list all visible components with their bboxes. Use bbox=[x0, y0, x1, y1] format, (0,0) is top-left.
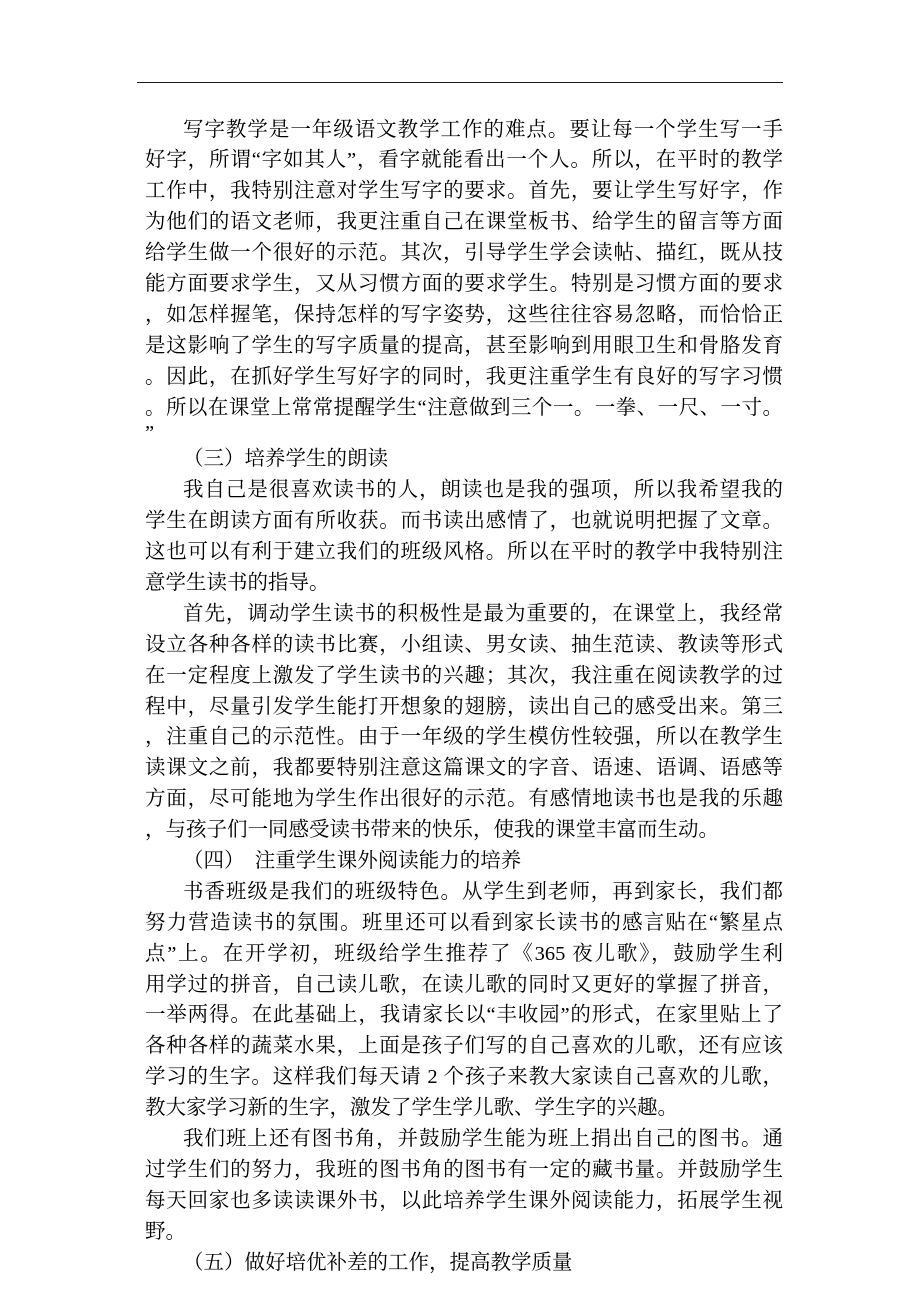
text-line: 书香班级是我们的班级特色。从学生到老师，再到家长，我们都 bbox=[183, 880, 783, 903]
text-line: 教大家学习新的生字，激发了学生学儿歌、学生字的兴趣。 bbox=[145, 1097, 678, 1120]
paragraph-book-corner bbox=[145, 1124, 783, 1248]
text-line: 用学过的拼音，自己读儿歌，在读儿歌的同时又更好的掌握了拼音， bbox=[145, 973, 783, 996]
text-line: 我自己是很喜欢读书的人，朗读也是我的强项，所以我希望我的 bbox=[183, 479, 783, 502]
paragraph-handwriting bbox=[145, 115, 783, 445]
section-heading: （三）培养学生的朗读 bbox=[183, 448, 388, 471]
text-line: 能方面要求学生，又从习惯方面的要求学生。特别是习惯方面的要求 bbox=[145, 272, 783, 295]
text-line: ，如怎样握笔，保持怎样的写字姿势，这些往往容易忽略，而恰恰正 bbox=[145, 303, 783, 326]
text-line: 学生在朗读方面有所收获。而书读出感情了，也就说明把握了文章。 bbox=[145, 510, 783, 533]
text-line: 每天回家也多读读课外书，以此培养学生课外阅读能力，拓展学生视 bbox=[145, 1189, 783, 1212]
section-heading: （四） 注重学生课外阅读能力的培养 bbox=[183, 849, 522, 872]
text-line: 给学生做一个很好的示范。其次，引导学生学会读帖、描红，既从技 bbox=[145, 242, 783, 265]
text-line: 我们班上还有图书角，并鼓励学生能为班上捐出自己的图书。通 bbox=[183, 1128, 783, 1150]
text-line: 野。 bbox=[145, 1220, 186, 1243]
text-line: 首先，调动学生读书的积极性是最为重要的，在课堂上，我经常 bbox=[183, 602, 783, 625]
text-line: 为他们的语文老师，我更注重自己在课堂板书、给学生的留言等方面 bbox=[145, 211, 783, 234]
text-line: ，与孩子们一同感受读书带来的快乐，使我的课堂丰富而生动。 bbox=[145, 819, 719, 842]
text-line: 写字教学是一年级语文教学工作的难点。要让每一个学生写一手 bbox=[183, 118, 783, 141]
text-line: 程中，尽量引发学生能打开想象的翅膀，读出自己的感受出来。第三 bbox=[145, 695, 783, 718]
text-line: 意学生读书的指导。 bbox=[145, 571, 330, 594]
text-line: 。所以在课堂上常常提醒学生“注意做到三个一。一拳、一尺、一寸。 bbox=[145, 396, 783, 419]
paragraph-reading-interest bbox=[145, 475, 783, 599]
text-line: 一举两得。在此基础上，我请家长以“丰收园”的形式，在家里贴上了 bbox=[145, 1004, 783, 1027]
text-line: 学习的生字。这样我们每天请 2 个孩子来教大家读自己喜欢的儿歌， bbox=[145, 1066, 783, 1089]
text-line: 过学生们的努力，我班的图书角的图书有一定的藏书量。并鼓励学生 bbox=[145, 1158, 783, 1181]
header-rule bbox=[137, 82, 783, 83]
text-line: 各种各样的蔬菜水果，上面是孩子们写的自己喜欢的儿歌，还有应该 bbox=[145, 1035, 783, 1058]
text-line: 读课文之前，我都要特别注意这篇课文的字音、语速、语调、语感等 bbox=[145, 757, 783, 780]
text-line: 工作中，我特别注意对学生写字的要求。首先，要让学生写好字，作 bbox=[145, 180, 783, 203]
text-line: 。因此，在抓好学生写好字的同时，我更注重学生有良好的写字习惯 bbox=[145, 365, 783, 388]
paragraph-book-class bbox=[145, 877, 783, 1124]
text-line: ，注重自己的示范性。由于一年级的学生模仿性较强，所以在教学生 bbox=[145, 726, 783, 749]
text-line: 努力营造读书的氛围。班里还可以看到家长读书的感言贴在“繁星点 bbox=[145, 911, 783, 934]
text-line: 方面，尽可能地为学生作出很好的示范。有感情地读书也是我的乐趣 bbox=[145, 788, 783, 811]
text-line: ” bbox=[145, 422, 155, 445]
section-heading: （五）做好培优补差的工作，提高教学质量 bbox=[183, 1251, 573, 1274]
paragraph-reading-methods bbox=[145, 599, 783, 846]
text-line: 设立各种各样的读书比赛，小组读、男女读、抽生范读、教读等形式 bbox=[145, 633, 783, 656]
text-line: 是这影响了学生的写字质量的提高，甚至影响到用眼卫生和骨胳发育 bbox=[145, 334, 783, 357]
text-line: 点”上。在开学初，班级给学生推荐了《365 夜儿歌》，鼓励学生利 bbox=[145, 942, 783, 965]
document-body bbox=[145, 115, 783, 1279]
text-line: 好字，所谓“字如其人”，看字就能看出一个人。所以，在平时的教学 bbox=[145, 149, 783, 172]
text-line: 在一定程度上激发了学生读书的兴趣；其次，我注重在阅读教学的过 bbox=[145, 664, 783, 687]
text-line: 这也可以有利于建立我们的班级风格。所以在平时的教学中我特别注 bbox=[145, 541, 783, 564]
